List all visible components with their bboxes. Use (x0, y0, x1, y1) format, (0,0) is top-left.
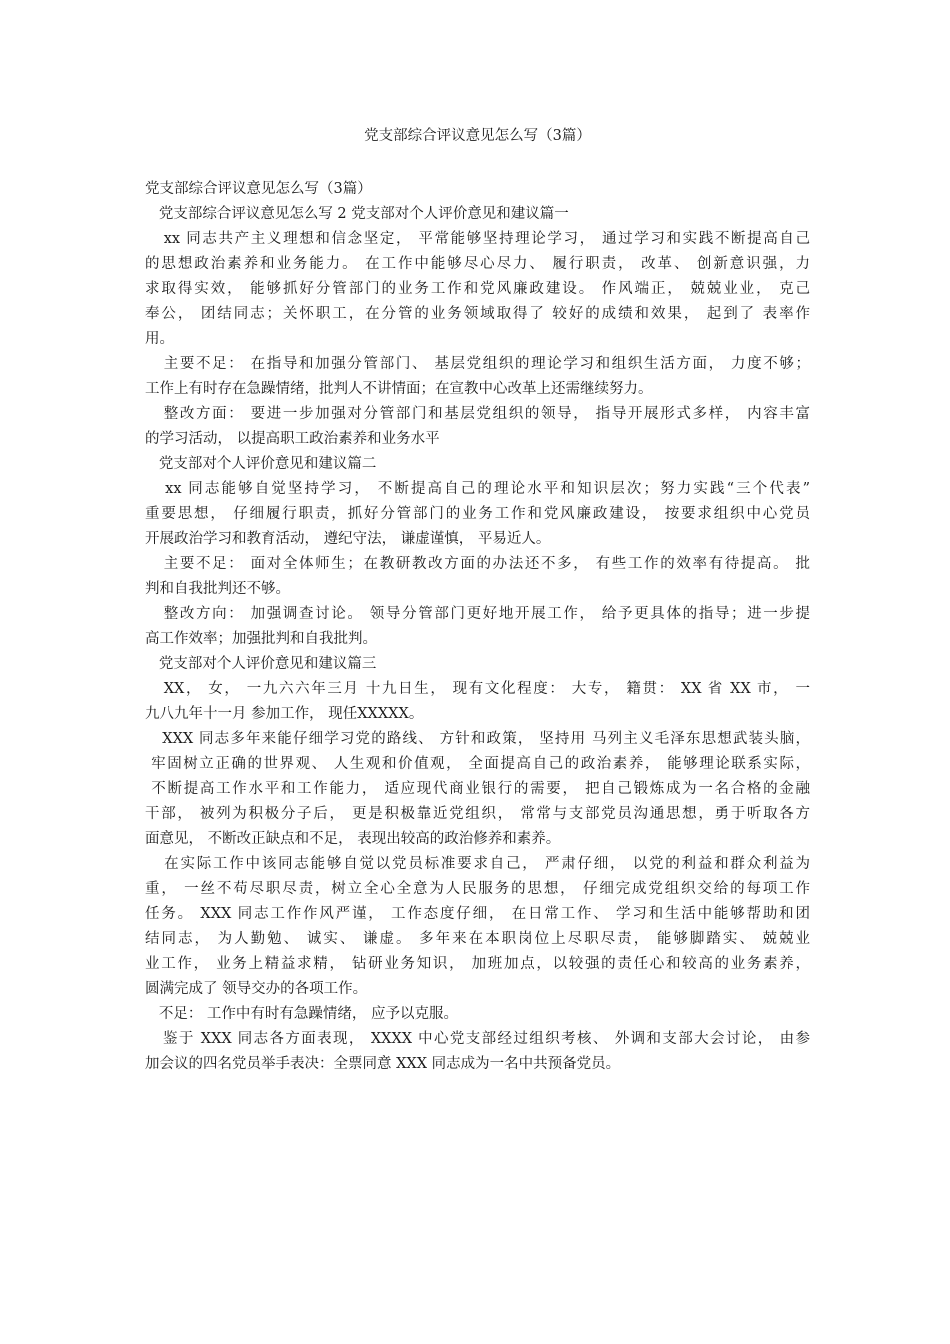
text-line: 的学习活动， 以提高职工政治素养和业务水平 (145, 431, 440, 447)
text-line: 九八九年十一月 参加工作， 现任XXXXX。 (145, 706, 424, 722)
text-line: 用。 (145, 331, 174, 347)
text-line: 在实际工作中该同志能够自觉以党员标准要求自己， 严肃仔细， 以党的利益和群众利益为 (145, 856, 810, 872)
text-line: 党支部综合评议意见怎么写（3篇） (145, 181, 372, 197)
text-line: 工作上有时存在急躁情绪，批判人不讲情面；在宣教中心改革上还需继续努力。 (145, 381, 653, 397)
text-line: 重要思想， 仔细履行职责，抓好分管部门的业务工作和党风廉政建设， 按要求组织中心党员 (145, 506, 810, 522)
text-line: 党支部综合评议意见怎么写 2 党支部对个人评价意见和建议篇一 (145, 206, 569, 222)
text-line: 判和自我批判还不够。 (145, 581, 290, 597)
document-title: 党支部综合评议意见怎么写（3篇） (364, 128, 591, 144)
text-line: 干部， 被列为积极分子后， 更是积极靠近党组织， 常常与支部党员沟通思想，勇于听取各方 (145, 806, 810, 822)
text-line: 奉公， 团结同志；关怀职工，在分管的业务领域取得了 较好的成绩和效果， 起到了 表率作 (145, 306, 810, 322)
text-line: 主要不足： 在指导和加强分管部门、 基层党组织的理论学习和组织生活方面， 力度不够； (145, 356, 810, 372)
text-line: 任务。 XXX 同志工作作风严谨， 工作态度仔细， 在日常工作、 学习和生活中能够帮助和团 (145, 906, 810, 922)
text-line: xx 同志共产主义理想和信念坚定， 平常能够坚持理论学习， 通过学习和实践不断提高自己 (145, 231, 810, 247)
text-line: 鉴于 XXX 同志各方面表现， XXXX 中心党支部经过组织考核、 外调和支部大会讨论， 由参 (145, 1031, 810, 1047)
text-line: 主要不足： 面对全体师生；在教研教改方面的办法还不多， 有些工作的效率有待提高。 批 (145, 556, 810, 572)
text-line: 高工作效率；加强批判和自我批判。 (145, 631, 377, 647)
text-line: XXX 同志多年来能仔细学习党的路线、 方针和政策， 坚持用 马列主义毛泽东思想武装头脑， (145, 731, 810, 747)
text-line: 的思想政治素养和业务能力。 在工作中能够尽心尽力、 履行职责， 改革、 创新意识强，力 (145, 256, 810, 272)
text-line: 求取得实效， 能够抓好分管部门的业务工作和党风廉政建设。 作风端正， 兢兢业业， 克己 (145, 281, 810, 297)
text-line: 党支部对个人评价意见和建议篇三 (145, 656, 377, 672)
text-line: 牢固树立正确的世界观、 人生观和价值观， 全面提高自己的政治素养， 能够理论联系实际， (145, 756, 810, 772)
text-line: 整改方向： 加强调查讨论。 领导分管部门更好地开展工作， 给予更具体的指导；进一步提 (145, 606, 810, 622)
text-line: 不断提高工作水平和工作能力， 适应现代商业银行的需要， 把自己锻炼成为一名合格的金融 (145, 781, 810, 797)
text-line: xx 同志能够自觉坚持学习， 不断提高自己的理论水平和知识层次；努力实践“三个代表” (145, 481, 810, 497)
document-body (145, 177, 810, 1077)
text-line: 面意见， 不断改正缺点和不足， 表现出较高的政治修养和素养。 (145, 831, 561, 847)
text-line: XX， 女， 一九六六年三月 十九日生， 现有文化程度： 大专， 籍贯： XX 省 XX 市， 一 (145, 681, 810, 697)
text-line: 开展政治学习和教育活动， 遵纪守法， 谦虚谨慎， 平易近人。 (145, 531, 551, 547)
text-line: 加会议的四名党员举手表决：全票同意 XXX 同志成为一名中共预备党员。 (145, 1056, 621, 1072)
text-line: 重， 一丝不苟尽职尽责，树立全心全意为人民服务的思想， 仔细完成党组织交给的每项工作 (145, 881, 810, 897)
text-line: 圆满完成了 领导交办的各项工作。 (145, 981, 368, 997)
text-line: 党支部对个人评价意见和建议篇二 (145, 456, 377, 472)
text-line: 不足： 工作中有时有急躁情绪， 应予以克服。 (145, 1006, 459, 1022)
text-line: 业工作， 业务上精益求精， 钻研业务知识， 加班加点，以较强的责任心和较高的业务素养， (145, 956, 810, 972)
text-line: 结同志， 为人勤勉、 诚实、 谦虚。 多年来在本职岗位上尽职尽责， 能够脚踏实、 兢兢业 (145, 931, 810, 947)
text-line: 整改方面： 要进一步加强对分管部门和基层党组织的领导， 指导开展形式多样， 内容丰富 (145, 406, 810, 422)
